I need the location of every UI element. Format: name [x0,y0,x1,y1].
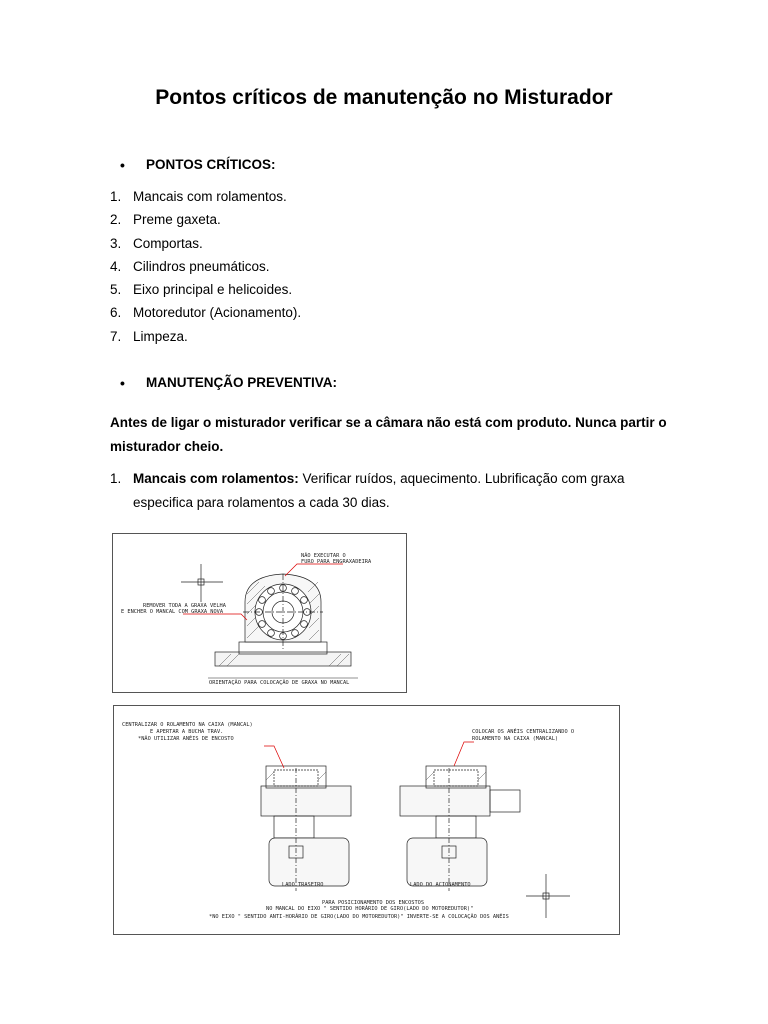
critical-points-list [110,187,301,350]
warning-paragraph: Antes de ligar o misturador verificar se a câmara não está com produto. Nunca partir o misturador cheio. [110,415,667,454]
bearing-drawing [113,534,406,692]
note-left-3: *NÃO UTILIZAR ANÉIS DE ENCOSTO [138,736,234,742]
list-item: 6. Motoredutor (Acionamento). [110,305,302,321]
bottom-note-2: NO MANCAL DO EIXO " SENTIDO HORÁRIO DE GIRO(LADO DO MOTOREDUTOR)" [266,906,474,912]
note-top-1: NÃO EXECUTAR O [301,553,346,559]
list-item: 5. Eixo principal e helicoides. [110,282,293,298]
list-item: 1. Mancais com rolamentos. [110,189,287,204]
critical-points-heading [120,157,276,173]
list-item: 2. Preme gaxeta. [110,212,221,228]
bearing-position-figure [113,705,620,935]
maintenance-item-text: Verificar ruídos, aquecimento. Lubrificação com graxa especifica para rolamentos a cada 30 dias. [133,471,625,510]
list-item: 7. Limpeza. [110,328,188,344]
page-title: Pontos críticos de manutenção no Misturador [155,86,613,109]
note-left-2: E APERTAR A BUCHA TRAV. [150,729,224,735]
critical-points-heading-text: PONTOS CRÍTICOS: [146,157,276,172]
bottom-note-3: *NO EIXO " SENTIDO ANTI-HORÁRIO DE GIRO(LADO DO MOTOREDUTOR)" INVERTE-SE A COLOCAÇÃO DOS ANÉIS [209,914,509,920]
bearing-position-drawing [114,706,619,934]
note-left-1: REMOVER TODA A GRAXA VELHA [143,603,226,609]
label-rear: LADO TRASEIRO [282,882,324,888]
maintenance-item-label: Mancais com rolamentos: [133,471,299,486]
note-left-1: CENTRALIZAR O ROLAMENTO NA CAIXA (MANCAL) [122,722,253,728]
maintenance-item-1: 1. Mancais com rolamentos: Verificar ruídos, aquecimento. Lubrificação com graxa especifica para rolamentos a cada 30 dias. [110,471,625,510]
note-right-1: COLOCAR OS ANÉIS CENTRALIZANDO O [472,729,575,735]
bearing-grease-figure [112,533,407,693]
bottom-note-1: PARA POSICIONAMENTO DOS ENCOSTOS [322,900,425,906]
bullet-icon: • [120,157,125,173]
note-right-2: ROLAMENTO NA CAIXA (MANCAL) [472,736,559,742]
figure1-caption: ORIENTAÇÃO PARA COLOCAÇÃO DE GRAXA NO MANCAL [209,680,350,686]
note-left-2: E ENCHER O MANCAL COM GRAXA NOVA [121,609,224,615]
label-drive: LADO DO ACIONAMENTO [410,882,471,888]
list-item: 4. Cilindros pneumáticos. [110,258,270,274]
bullet-icon: • [120,375,125,391]
preventive-heading [120,375,338,391]
note-top-2: FURO PARA ENGRAXADEIRA [301,559,372,565]
preventive-heading-text: MANUTENÇÃO PREVENTIVA: [146,375,338,390]
list-item: 3. Comportas. [110,235,203,251]
